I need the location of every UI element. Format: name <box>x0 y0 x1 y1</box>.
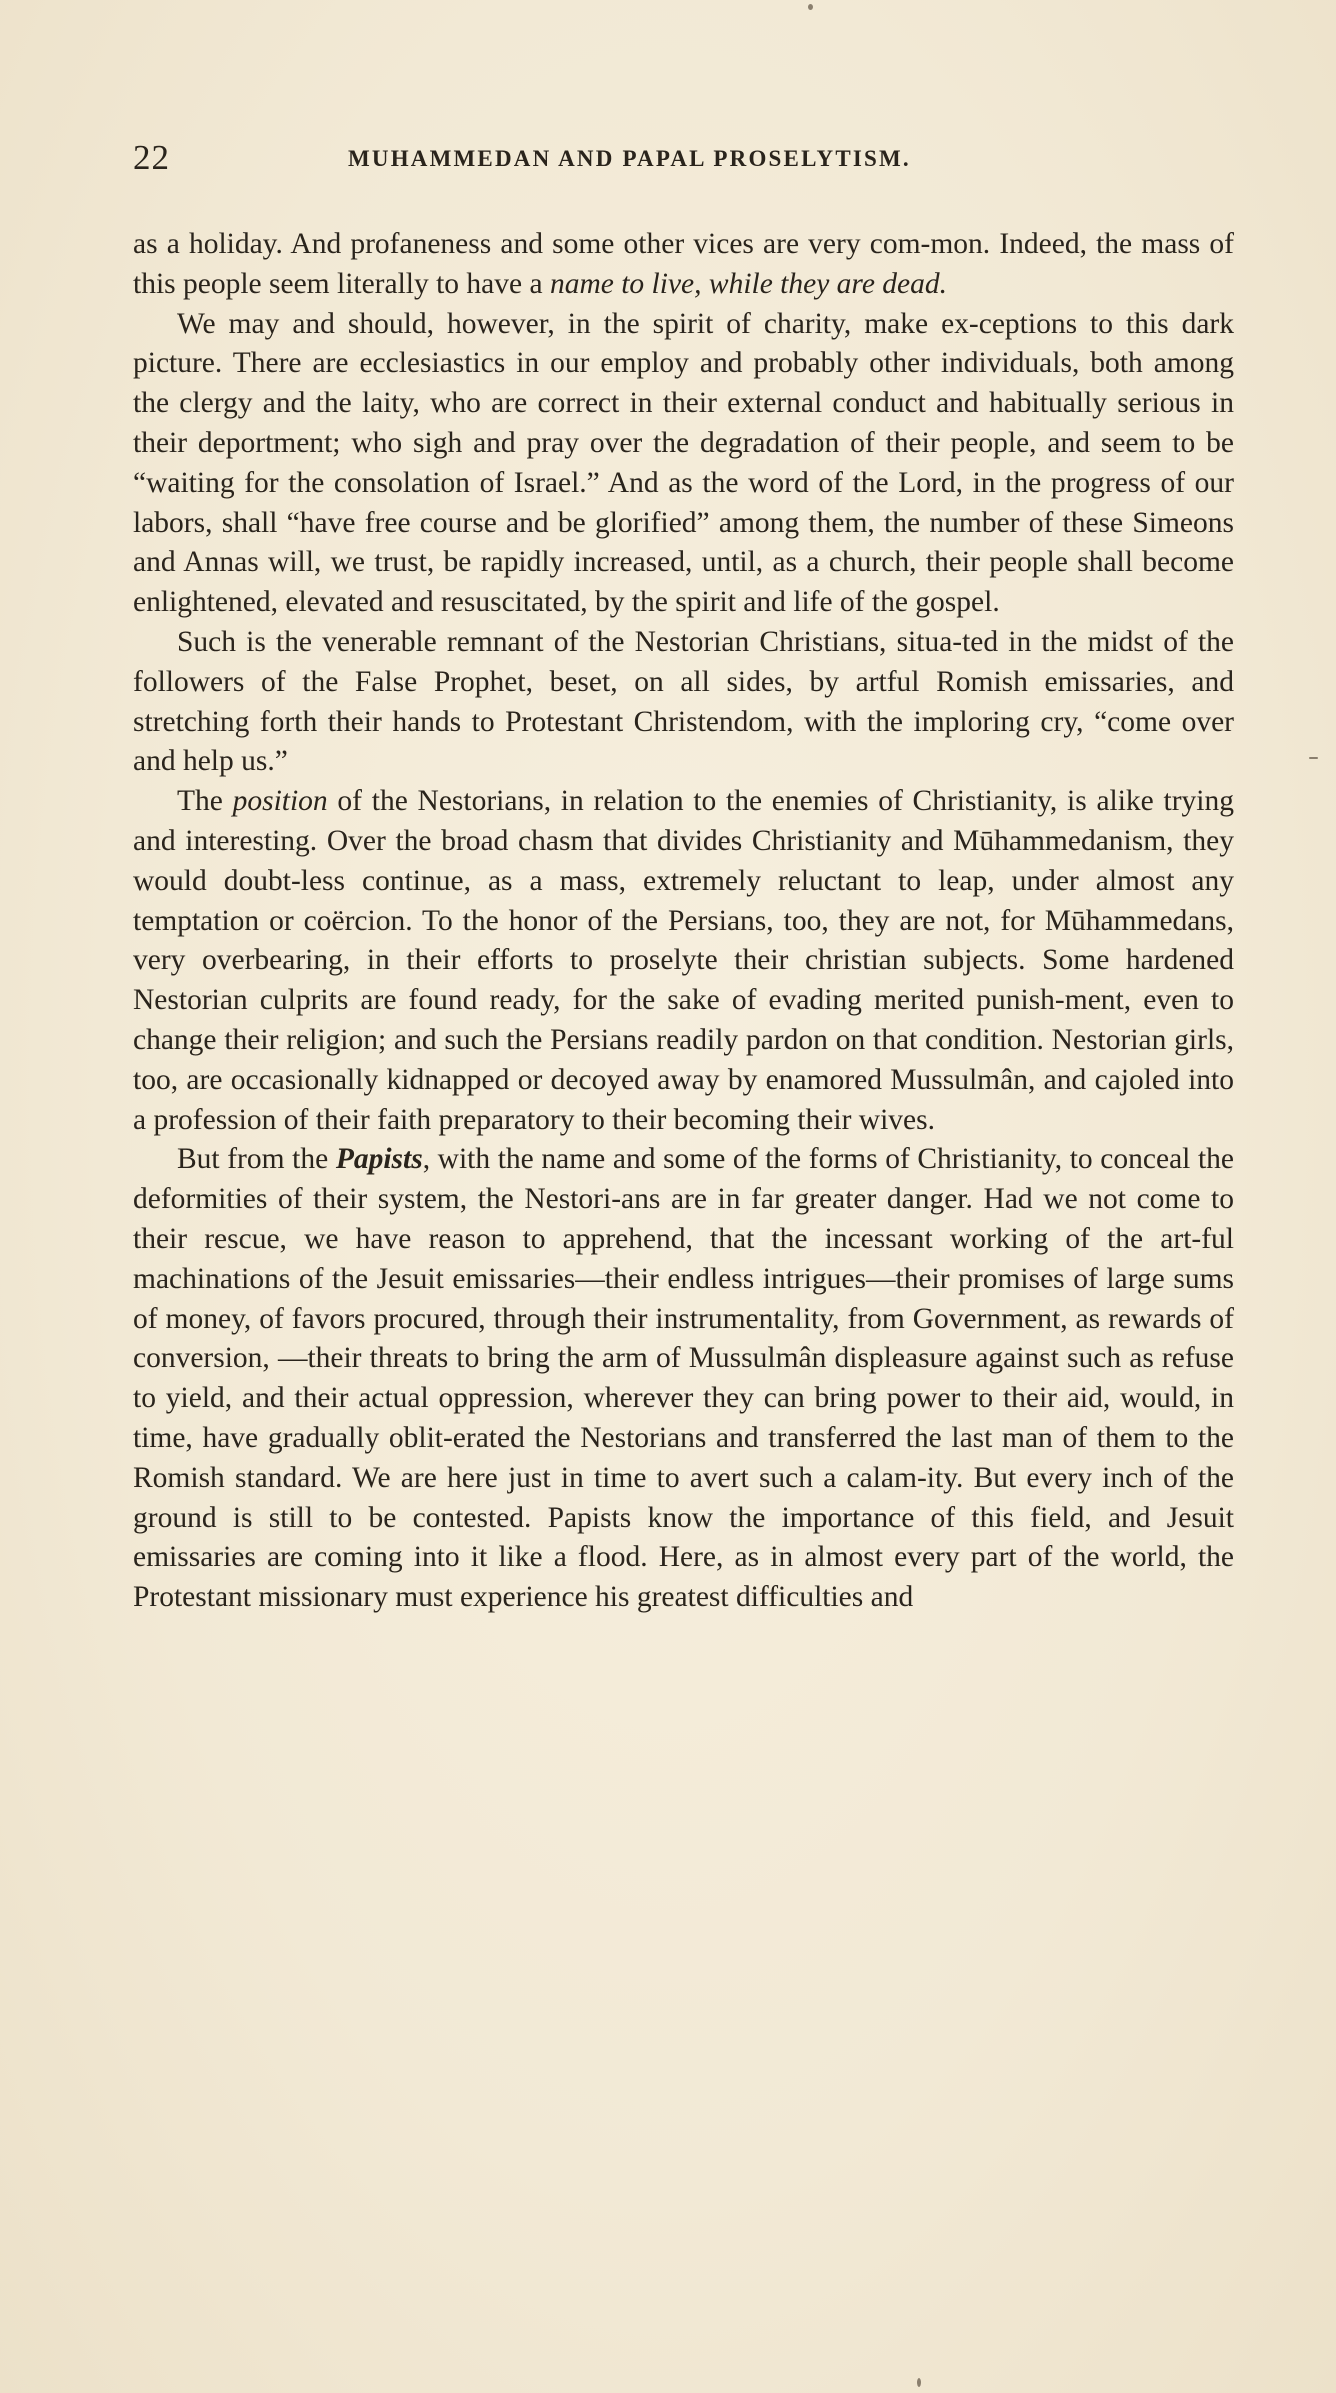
paragraph <box>133 782 1234 1140</box>
text-run: of the Nestorians, in relation to the enemies of Christianity, is alike trying and interesting. Over the broad chasm that divides Christianity and Mūhammedanism, they would doubt-less continue, as a mass, extremely reluctant to leap, under almost any temptation or coërcion. To the honor of the Persians, too, they are not, for Mūhammedans, very overbearing, in their efforts to proselyte their christian subjects. Some hardened Nestorian culprits are found ready, for the sake of evading merited punish-ment, even to change their religion; and such the Persians readily pardon on that condition. Nestorian girls, too, are occasionally kidnapped or decoyed away by enamored Mussulmân, and cajoled into a profession of their faith preparatory to their becoming their wives. <box>133 785 1234 1136</box>
bold-emphasis <box>336 1143 423 1175</box>
running-header <box>133 138 1233 178</box>
running-title: MUHAMMEDAN AND PAPAL PROSELYTISM. <box>348 146 911 171</box>
text-run: as a holiday. And profaneness and some other vices are very com-mon. Indeed, the mass of this people seem literally to have a <box>133 228 1234 300</box>
paragraph <box>133 225 1234 305</box>
ink-speck <box>917 2378 921 2387</box>
ink-speck <box>808 4 813 10</box>
body-text <box>133 225 1234 1618</box>
text-run: , with the name and some of the forms of Christianity, to conceal the deformities of their system, the Nestori-ans are in far greater danger. Had we not come to their rescue, we have reason to apprehend, that the incessant working of the art-ful machinations of the Jesuit emissaries—their endless intrigues—their promises of large sums of money, of favors procured, through their instrumentality, from Government, as rewards of conversion, —their threats to bring the arm of Mussulmân displeasure against such as refuse to yield, and their actual oppression, wherever they can bring power to their aid, would, in time, have gradually oblit-erated the Nestorians and transferred the last man of them to the Romish standard. We are here just in time to avert such a calam-ity. But every inch of the ground is still to be contested. Papists know the importance of this field, and Jesuit emissaries are coming into it like a flood. Here, as in almost every part of the world, the Protestant missionary must experience his greatest difficulties and <box>133 1143 1234 1614</box>
emphasis-text: Papists <box>335 1143 423 1176</box>
ink-speck <box>1309 757 1318 759</box>
paragraph <box>133 305 1234 623</box>
text-run: Such is the venerable remnant of the Nestorian Christians, situa-ted in the midst of the followers of the False Prophet, beset, on all sides, by artful Romish emissaries, and stretching forth their hands to Protestant Christendom, with the imploring cry, “come over and help us.” <box>133 625 1234 778</box>
text-run: But from the <box>177 1143 336 1176</box>
page-number: 22 <box>133 138 170 177</box>
text-run: We may and should, however, in the spirit of charity, make ex-ceptions to this dark picture. There are ecclesiastics in our employ and probably other individuals, both among the clergy and the laity, who are correct in their external conduct and habitually serious in their deportment; who sigh and pray over the degradation of their people, and seem to be “waiting for the consolation of Israel.” And as the word of the Lord, in the progress of our labors, shall “have free course and be glorified” among them, the number of these Simeons and Annas will, we trust, be rapidly increased, until, as a church, their people shall become enlightened, elevated and resuscitated, by the spirit and life of the gospel. <box>133 307 1234 619</box>
italic-text: name to live, while they are dead. <box>549 267 948 300</box>
text-run: The <box>177 785 233 818</box>
paragraph <box>133 1140 1234 1618</box>
italic-text: position <box>232 785 328 818</box>
paragraph <box>133 623 1234 782</box>
